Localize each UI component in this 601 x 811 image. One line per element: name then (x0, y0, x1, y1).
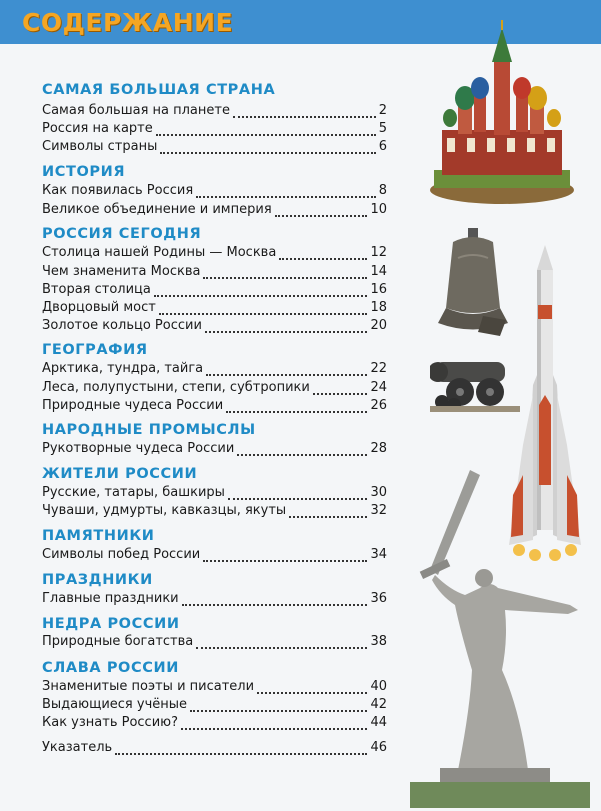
toc-entry[interactable] (42, 264, 387, 282)
entry-title: Указатель (42, 740, 113, 755)
entry-page: 20 (370, 318, 387, 333)
toc-entry[interactable] (42, 282, 387, 300)
leader-dots (257, 682, 367, 694)
toc-entry[interactable] (42, 139, 387, 157)
leader-dots (203, 550, 367, 562)
toc-entry[interactable] (42, 318, 387, 336)
entry-page: 12 (370, 245, 387, 260)
entry-page: 2 (378, 103, 387, 118)
entry-page: 32 (370, 503, 387, 518)
entry-title: Рукотворные чудеса России (42, 441, 235, 456)
leader-dots (196, 637, 367, 649)
toc-entry[interactable] (42, 183, 387, 201)
entry-page: 36 (370, 591, 387, 606)
toc-entry[interactable] (42, 679, 387, 697)
section-heading: ПАМЯТНИКИ (42, 528, 155, 544)
entry-title: Русские, татары, башкиры (42, 485, 225, 500)
leader-dots (203, 267, 367, 279)
cathedral-illustration (422, 20, 582, 210)
entry-page: 30 (370, 485, 387, 500)
entry-page: 14 (370, 264, 387, 279)
section-heading: САМАЯ БОЛЬШАЯ СТРАНА (42, 82, 276, 98)
entry-page: 34 (370, 547, 387, 562)
entry-title: Природные богатства (42, 634, 194, 649)
entry-title: Россия на карте (42, 121, 153, 136)
entry-title: Арктика, тундра, тайга (42, 361, 204, 376)
leader-dots (226, 401, 367, 413)
leader-dots (279, 248, 367, 260)
section-heading: ГЕОГРАФИЯ (42, 342, 148, 358)
entry-page: 26 (370, 398, 387, 413)
leader-dots (196, 186, 376, 198)
entry-title: Как появилась Россия (42, 183, 194, 198)
toc-entry[interactable] (42, 697, 387, 715)
leader-dots (160, 142, 375, 154)
entry-page: 24 (370, 380, 387, 395)
entry-page: 44 (370, 715, 387, 730)
leader-dots (233, 106, 376, 118)
entry-page: 40 (370, 679, 387, 694)
toc-entry[interactable] (42, 441, 387, 459)
toc-entry[interactable] (42, 121, 387, 139)
section-heading: ЖИТЕЛИ РОССИИ (42, 466, 198, 482)
entry-page: 42 (370, 697, 387, 712)
entry-title: Выдающиеся учёные (42, 697, 188, 712)
section-heading: РОССИЯ СЕГОДНЯ (42, 226, 202, 242)
leader-dots (181, 718, 367, 730)
entry-page: 6 (378, 139, 387, 154)
entry-title: Знаменитые поэты и писатели (42, 679, 255, 694)
entry-page: 16 (370, 282, 387, 297)
entry-title: Вторая столица (42, 282, 151, 297)
toc-entry[interactable] (42, 103, 387, 121)
leader-dots (313, 383, 368, 395)
section-heading: НЕДРА РОССИИ (42, 616, 180, 632)
toc-entry[interactable] (42, 503, 387, 521)
toc-entry[interactable] (42, 634, 387, 652)
toc-entry[interactable] (42, 202, 387, 220)
toc-entry[interactable] (42, 245, 387, 263)
leader-dots (159, 303, 368, 315)
entry-title: Символы страны (42, 139, 158, 154)
entry-title: Природные чудеса России (42, 398, 224, 413)
leader-dots (154, 285, 368, 297)
entry-title: Как узнать Россию? (42, 715, 178, 730)
entry-title: Чем знаменита Москва (42, 264, 201, 279)
leader-dots (206, 364, 367, 376)
leader-dots (115, 743, 367, 755)
page-title: СОДЕРЖАНИЕ (22, 8, 234, 37)
entry-page: 18 (370, 300, 387, 315)
toc-entry[interactable] (42, 547, 387, 565)
toc-entry[interactable] (42, 591, 387, 609)
entry-title: Великое объединение и империя (42, 202, 272, 217)
entry-page: 22 (370, 361, 387, 376)
entry-page: 8 (378, 183, 387, 198)
leader-dots (289, 506, 367, 518)
entry-page: 5 (378, 121, 387, 136)
leader-dots (190, 700, 367, 712)
entry-title: Столица нашей Родины — Москва (42, 245, 277, 260)
section-heading: НАРОДНЫЕ ПРОМЫСЛЫ (42, 422, 256, 438)
toc-entry[interactable] (42, 300, 387, 318)
toc-entry[interactable] (42, 485, 387, 503)
entry-page: 38 (370, 634, 387, 649)
leader-dots (237, 444, 367, 456)
entry-title: Чуваши, удмурты, кавказцы, якуты (42, 503, 287, 518)
leader-dots (228, 488, 368, 500)
leader-dots (182, 594, 368, 606)
entry-title: Главные праздники (42, 591, 179, 606)
entry-title: Дворцовый мост (42, 300, 156, 315)
statue-illustration (410, 470, 590, 808)
leader-dots (275, 205, 368, 217)
toc-entry[interactable] (42, 398, 387, 416)
entry-title: Самая большая на планете (42, 103, 230, 118)
toc-entry-index[interactable] (42, 740, 387, 758)
toc-entry[interactable] (42, 715, 387, 733)
entry-title: Леса, полупустыни, степи, субтропики (42, 380, 310, 395)
section-heading: СЛАВА РОССИИ (42, 660, 179, 676)
leader-dots (205, 321, 368, 333)
section-heading: ПРАЗДНИКИ (42, 572, 153, 588)
entry-title: Золотое кольцо России (42, 318, 202, 333)
entry-title: Символы побед России (42, 547, 201, 562)
toc-entry[interactable] (42, 361, 387, 379)
toc-entry[interactable] (42, 380, 387, 398)
entry-page: 10 (370, 202, 387, 217)
section-heading: ИСТОРИЯ (42, 164, 126, 180)
entry-page: 28 (370, 441, 387, 456)
leader-dots (156, 124, 376, 136)
entry-page: 46 (370, 740, 387, 755)
